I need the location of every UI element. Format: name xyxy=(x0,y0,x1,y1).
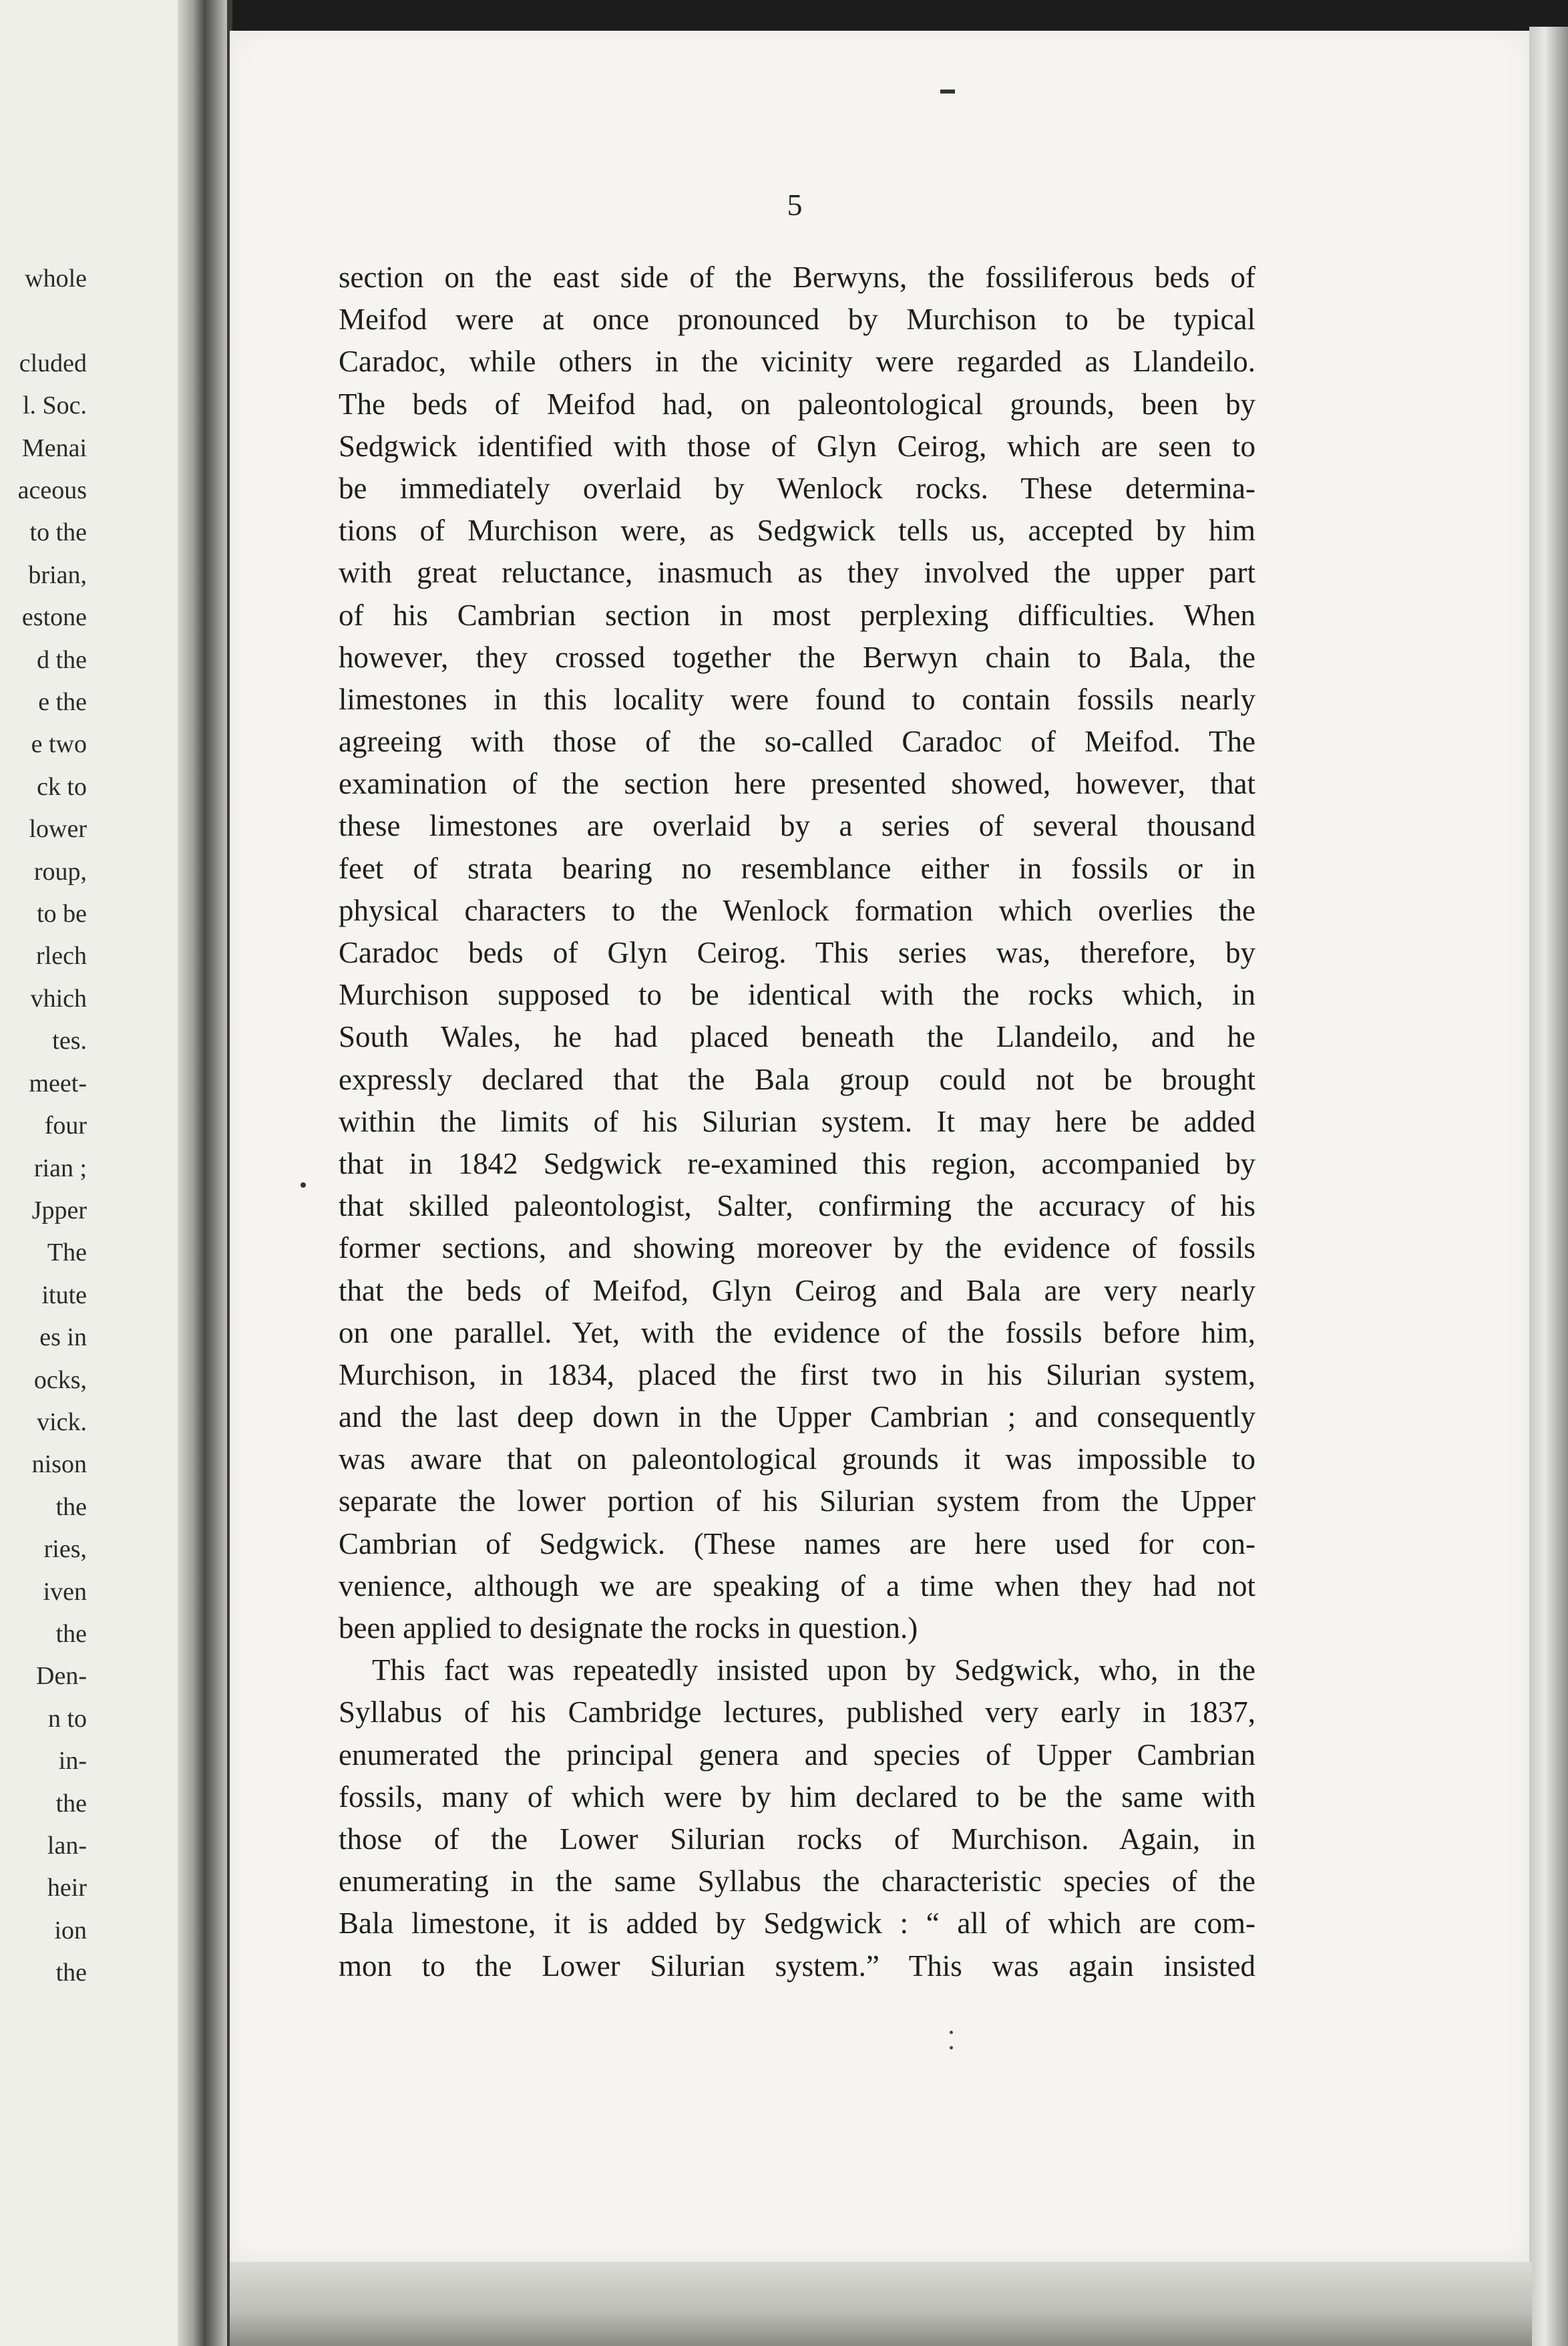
text-line: section on the east side of the Berwyns, the fossiliferous beds of xyxy=(339,261,1255,294)
text-line: that in 1842 Sedgwick re-examined this region, accompanied by xyxy=(339,1146,1255,1180)
facing-page-line: Den- xyxy=(36,1662,87,1691)
text-line: Bala limestone, it is added by Sedgwick : “ all of which are com- xyxy=(339,1906,1255,1941)
text-line: Cambrian of Sedgwick. (These names are here used for con- xyxy=(339,1526,1255,1560)
text-line: be immediately overlaid by Wenlock rocks. These determina- xyxy=(339,471,1255,505)
header-dash-mark xyxy=(940,90,955,94)
text-line: within the limits of his Silurian system. It may here be added xyxy=(339,1104,1255,1138)
facing-page-line: lan- xyxy=(47,1832,87,1860)
margin-dot-mark xyxy=(301,1182,306,1188)
facing-page-line: n to xyxy=(47,1704,87,1733)
text-line: physical characters to the Wenlock formation which overlies the xyxy=(339,893,1255,927)
text-line: limestones in this locality were found to contain fossils nearly xyxy=(339,682,1255,716)
page-number: 5 xyxy=(787,188,803,222)
facing-page-line: nison xyxy=(31,1450,87,1479)
facing-page-line: heir xyxy=(47,1874,87,1902)
text-line: however, they crossed together the Berwyn chain to Bala, the xyxy=(339,640,1255,674)
facing-page-line: iven xyxy=(43,1577,87,1606)
text-line: of his Cambrian section in most perplexing difficulties. When xyxy=(339,598,1255,632)
facing-page-line: the xyxy=(55,1789,87,1818)
text-line: tions of Murchison were, as Sedgwick tells us, accepted by him xyxy=(339,514,1255,548)
facing-page-line: vhich xyxy=(30,984,87,1013)
facing-page-line: e two xyxy=(31,730,87,759)
page-bottom-edge xyxy=(230,2262,1532,2346)
facing-page-line: Jpper xyxy=(31,1196,87,1224)
text-line: enumerating in the same Syllabus the characteristic species of the xyxy=(339,1864,1255,1898)
text-line: agreeing with those of the so-called Caradoc of Meifod. The xyxy=(339,725,1255,759)
text-line: those of the Lower Silurian rocks of Murchison. Again, in xyxy=(339,1822,1255,1856)
bottom-dot-mark xyxy=(950,2031,954,2049)
text-line: South Wales, he had placed beneath the Llandeilo, and he xyxy=(339,1020,1255,1054)
text-line: these limestones are overlaid by a series of several thousand xyxy=(339,809,1255,843)
text-line: examination of the section here presented showed, however, that xyxy=(339,767,1255,801)
facing-page-line: meet- xyxy=(29,1069,87,1098)
facing-page-text xyxy=(0,258,87,1995)
facing-page-line: vick. xyxy=(37,1407,87,1436)
text-line: fossils, many of which were by him declared to be the same with xyxy=(339,1780,1255,1814)
facing-page-line: cluded xyxy=(19,349,87,377)
facing-page-line: the xyxy=(55,1959,87,1987)
text-line: separate the lower portion of his Silurian system from the Upper xyxy=(339,1484,1255,1518)
facing-page-line: ocks, xyxy=(33,1365,87,1394)
facing-page-line: lower xyxy=(29,815,87,844)
text-line: and the last deep down in the Upper Cambrian ; and consequently xyxy=(339,1400,1255,1434)
facing-page-line: whole xyxy=(25,265,87,293)
text-line: been applied to designate the rocks in question.) xyxy=(339,1611,918,1645)
text-line: Murchison supposed to be identical with the rocks which, in xyxy=(339,978,1255,1012)
facing-page-line: The xyxy=(47,1238,87,1267)
book-gutter xyxy=(178,0,230,2346)
text-line: former sections, and showing moreover by the evidence of fossils xyxy=(339,1231,1255,1265)
text-line: Meifod were at once pronounced by Murchison to be typical xyxy=(339,303,1255,337)
facing-page-line: itute xyxy=(41,1281,87,1309)
facing-page-line: ck to xyxy=(37,772,87,801)
facing-page-line: d the xyxy=(37,645,87,674)
text-line: mon to the Lower Silurian system.” This was again insisted xyxy=(339,1949,1255,1983)
text-line: that the beds of Meifod, Glyn Ceirog and Bala are very nearly xyxy=(339,1273,1255,1307)
text-line: was aware that on paleontological grounds it was impossible to xyxy=(339,1442,1255,1476)
facing-page-line: four xyxy=(44,1112,87,1140)
page-edge xyxy=(1529,27,1568,2346)
body-text xyxy=(339,257,1255,1987)
text-line: feet of strata bearing no resemblance either in fossils or in xyxy=(339,851,1255,885)
facing-page-line: es in xyxy=(39,1323,87,1352)
facing-page-line: e the xyxy=(38,688,87,717)
facing-page-line: in- xyxy=(58,1747,87,1776)
facing-page-line: the xyxy=(55,1619,87,1648)
text-line: Sedgwick identified with those of Glyn Ceirog, which are seen to xyxy=(339,429,1255,463)
facing-page-line: to be xyxy=(37,900,87,929)
facing-page-line: tes. xyxy=(52,1027,87,1055)
text-line: expressly declared that the Bala group could not be brought xyxy=(339,1062,1255,1096)
facing-page-line: to the xyxy=(29,518,87,547)
text-line: venience, although we are speaking of a time when they had not xyxy=(339,1568,1255,1603)
facing-page-line: Menai xyxy=(21,434,87,462)
text-line: Syllabus of his Cambridge lectures, published very early in 1837, xyxy=(339,1695,1255,1729)
facing-page-line: ion xyxy=(54,1916,87,1945)
facing-page-line: brian, xyxy=(28,560,87,589)
text-line: Murchison, in 1834, placed the first two in his Silurian system, xyxy=(339,1357,1255,1391)
text-line: that skilled paleontologist, Salter, confirming the accuracy of his xyxy=(339,1189,1255,1223)
facing-page-line: rlech xyxy=(36,942,87,971)
facing-page-line: roup, xyxy=(33,857,87,886)
text-line: The beds of Meifod had, on paleontological grounds, been by xyxy=(339,387,1255,421)
facing-page-line: l. Soc. xyxy=(22,391,87,420)
text-line: Caradoc beds of Glyn Ceirog. This series was, therefore, by xyxy=(339,936,1255,969)
text-line: with great reluctance, inasmuch as they involved the upper part xyxy=(339,556,1255,590)
text-line: This fact was repeatedly insisted upon by Sedgwick, who, in the xyxy=(372,1653,1255,1687)
text-line: Caradoc, while others in the vicinity were regarded as Llandeilo. xyxy=(339,345,1255,379)
facing-page-line: ries, xyxy=(43,1535,87,1564)
text-line: on one parallel. Yet, with the evidence of the fossils before him, xyxy=(339,1315,1255,1349)
facing-page-line: the xyxy=(55,1492,87,1521)
facing-page-line: rian ; xyxy=(33,1154,87,1182)
facing-page-line: estone xyxy=(21,603,87,632)
facing-page-line xyxy=(0,300,87,342)
text-line: enumerated the principal genera and species of Upper Cambrian xyxy=(339,1737,1255,1772)
facing-page-line: aceous xyxy=(17,476,87,505)
